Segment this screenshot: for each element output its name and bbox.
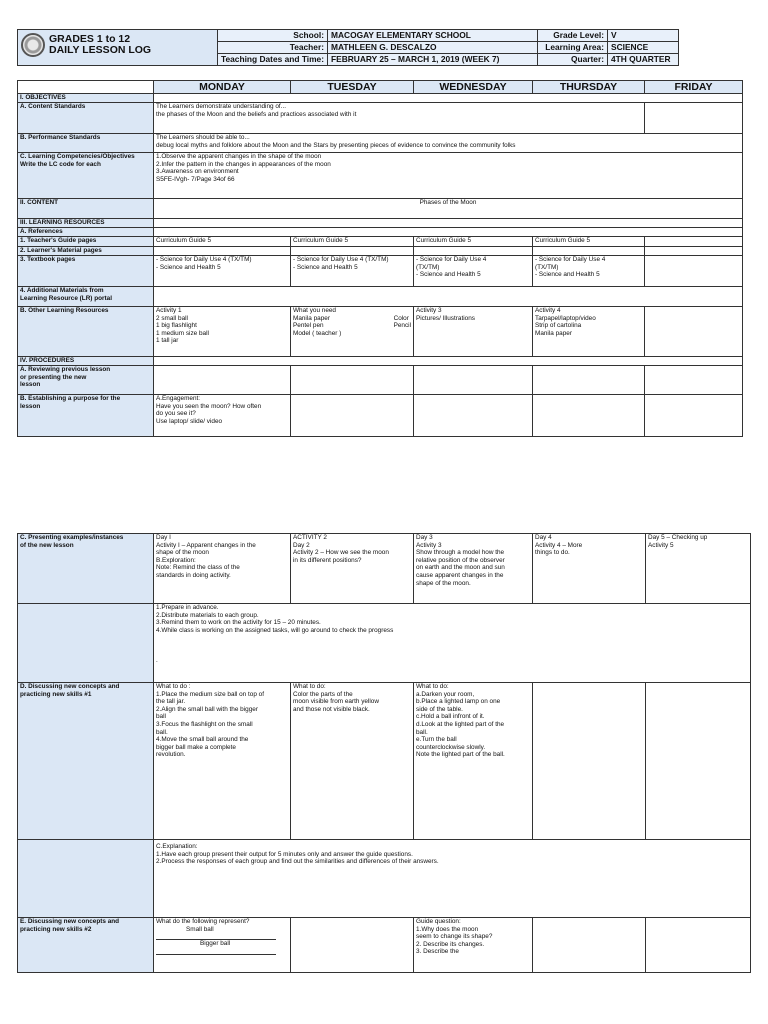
header-table (17, 29, 679, 66)
tg-mon: Curriculum Guide 5 (154, 237, 291, 247)
content-standards-label: A. Content Standards (18, 103, 154, 134)
additional-label: 4. Additional Materials from Learning Resource (LR) portal (18, 287, 154, 307)
discussing1-label: D. Discussing new concepts and practicing new skills #1 (18, 683, 154, 840)
title-line1: GRADES 1 to 12 (49, 33, 131, 45)
dates-value: FEBRUARY 25 – MARCH 1, 2019 (WEEK 7) (328, 54, 538, 66)
textbook-thu: - Science for Daily Use 4 (TX/TM) - Science and Health 5 (533, 256, 645, 287)
deped-seal-icon (21, 33, 45, 57)
lesson-table-page1 (17, 80, 743, 437)
day-friday: FRIDAY (645, 81, 743, 94)
textbook-wed: - Science for Daily Use 4 (TX/TM) - Science and Health 5 (414, 256, 533, 287)
textbook-tue: - Science for Daily Use 4 (TX/TM) - Science and Health 5 (291, 256, 414, 287)
competencies-text: 1.Observe the apparent changes in the shape of the moon 2.Infer the pattern in the changes in appearances of the moon 3.Awareness on environment S5FE-IVgh- 7/Page 34of 66 (154, 153, 743, 199)
presenting-merged: 1.Prepare in advance. 2.Distribute materials to each group. 3.Remind them to work on the activity for 15 – 20 minutes. 4.While class is working on the assigned tasks, will go around to check the progress . (154, 604, 751, 683)
competencies-label: C. Learning Competencies/Objectives Write the LC code for each (18, 153, 154, 199)
other-wed: Activity 3 Pictures/ Illustrations (414, 307, 533, 357)
discussing1-tue: What to do: Color the parts of the moon visible from earth yellow and those not visible black. (291, 683, 414, 840)
tg-tue: Curriculum Guide 5 (291, 237, 414, 247)
other-mon: Activity 1 2 small ball 1 big flashlight 1 medium size ball 1 tall jar (154, 307, 291, 357)
references-label: A. References (18, 228, 154, 237)
discussing1-merged: C.Explanation: 1.Have each group present their output for 5 minutes only and answer the guide questions. 2.Process the responses of each group and find out the similarities and differences of their answers. (154, 840, 751, 918)
purpose-mon: A.Engagement: Have you seen the moon? How often do you see it? Use laptop/ slide/ video (154, 395, 291, 437)
discussing2-question: What do the following represent? (156, 918, 250, 925)
school-label: School: (218, 30, 328, 42)
tg-label: 1. Teacher's Guide pages (18, 237, 154, 247)
title-cell (18, 30, 218, 66)
other-thu: Activity 4 Tarpapel/laptop/video Strip of cartolina Manila paper (533, 307, 645, 357)
presenting-label: C. Presenting examples/instances of the new lesson (18, 534, 154, 604)
day-thursday: THURSDAY (533, 81, 645, 94)
grade-label: Grade Level: (538, 30, 608, 42)
lesson-table-page2 (17, 533, 751, 973)
school-value: MACOGAY ELEMENTARY SCHOOL (328, 30, 538, 42)
other-tue-left: What you need Manila paper Pentel pen Model ( teacher ) (293, 307, 342, 337)
lm-label: 2. Learner's Material pages (18, 247, 154, 256)
presenting-tue: ACTIVITY 2 Day 2 Activity 2 – How we see the moon in its different positions? (291, 534, 414, 604)
tg-thu: Curriculum Guide 5 (533, 237, 645, 247)
other-tue-cell (291, 307, 414, 357)
content-standards-text: The Learners demonstrate understanding of... the phases of the Moon and the beliefs and practices associated with it (154, 103, 645, 134)
teacher-label: Teacher: (218, 42, 328, 54)
day-wednesday: WEDNESDAY (414, 81, 533, 94)
teacher-value: MATHLEEN G. DESCALZO (328, 42, 538, 54)
dates-label: Teaching Dates and Time: (218, 54, 328, 66)
purpose-label: B. Establishing a purpose for the lesson (18, 395, 154, 437)
reviewing-label: A. Reviewing previous lesson or presenting the new lesson (18, 366, 154, 395)
presenting-wed: Day 3 Activity 3 Show through a model how the relative position of the observer on earth and the moon and sun cause apparent changes in the shape of the moon. (414, 534, 533, 604)
discussing2-wed: Guide question: 1.Why does the moon seem to change its shape? 2. Describe its changes. 3. Describe the (414, 918, 533, 973)
grade-value: V (608, 30, 679, 42)
discussing1-wed: What to do: a.Darken your room, b.Place a lighted lamp on one side of the table. c.Hold a ball infront of it. d.Look at the lighted part of the ball. e.Turn the ball counterclockwise slowly. Note the lighted part of the ball. (414, 683, 533, 840)
blank-line (156, 948, 276, 955)
resources-label: III. LEARNING RESOURCES (18, 219, 154, 228)
performance-text: The Learners should be able to... debug local myths and folklore about the Moon and the Stars by presenting pieces of evidence to convince the community folks (154, 134, 743, 153)
content-label: II. CONTENT (18, 199, 154, 219)
procedures-label: IV. PROCEDURES (18, 357, 154, 366)
other-resources-label: B. Other Learning Resources (18, 307, 154, 357)
presenting-fri: Day 5 – Checking up Activity 5 (646, 534, 751, 604)
title-line2: DAILY LESSON LOG (49, 44, 152, 56)
discussing2-small: Small ball (186, 925, 214, 933)
objectives-label: I. OBJECTIVES (18, 94, 154, 103)
day-monday: MONDAY (154, 81, 291, 94)
discussing2-big: Bigger ball (200, 940, 231, 948)
blank-line (156, 933, 276, 940)
days-header-row (18, 81, 743, 94)
textbook-label: 3. Textbook pages (18, 256, 154, 287)
other-tue-right: Color Pencil (393, 314, 411, 330)
discussing1-mon: What to do : 1.Place the medium size ball on top of the tall jar. 2.Align the small ball with the bigger ball 3.Focus the flashlight on the small ball. 4.Move the small ball around the bigger ball make a complete revolution. (154, 683, 291, 840)
presenting-mon: Day I Activity I – Apparent changes in the shape of the moon B.Exploration: Note: Remind the class of the standards in doing activity. (154, 534, 291, 604)
area-label: Learning Area: (538, 42, 608, 54)
content-text: Phases of the Moon (154, 199, 743, 219)
discussing2-mon (154, 918, 291, 973)
performance-label: B. Performance Standards (18, 134, 154, 153)
quarter-label: Quarter: (538, 54, 608, 66)
tg-wed: Curriculum Guide 5 (414, 237, 533, 247)
area-value: SCIENCE (608, 42, 679, 54)
presenting-thu: Day 4 Activity 4 – More things to do. (533, 534, 646, 604)
textbook-mon: - Science for Daily Use 4 (TX/TM) - Science and Health 5 (154, 256, 291, 287)
day-tuesday: TUESDAY (291, 81, 414, 94)
quarter-value: 4TH QUARTER (608, 54, 679, 66)
discussing2-label: E. Discussing new concepts and practicing new skills #2 (18, 918, 154, 973)
